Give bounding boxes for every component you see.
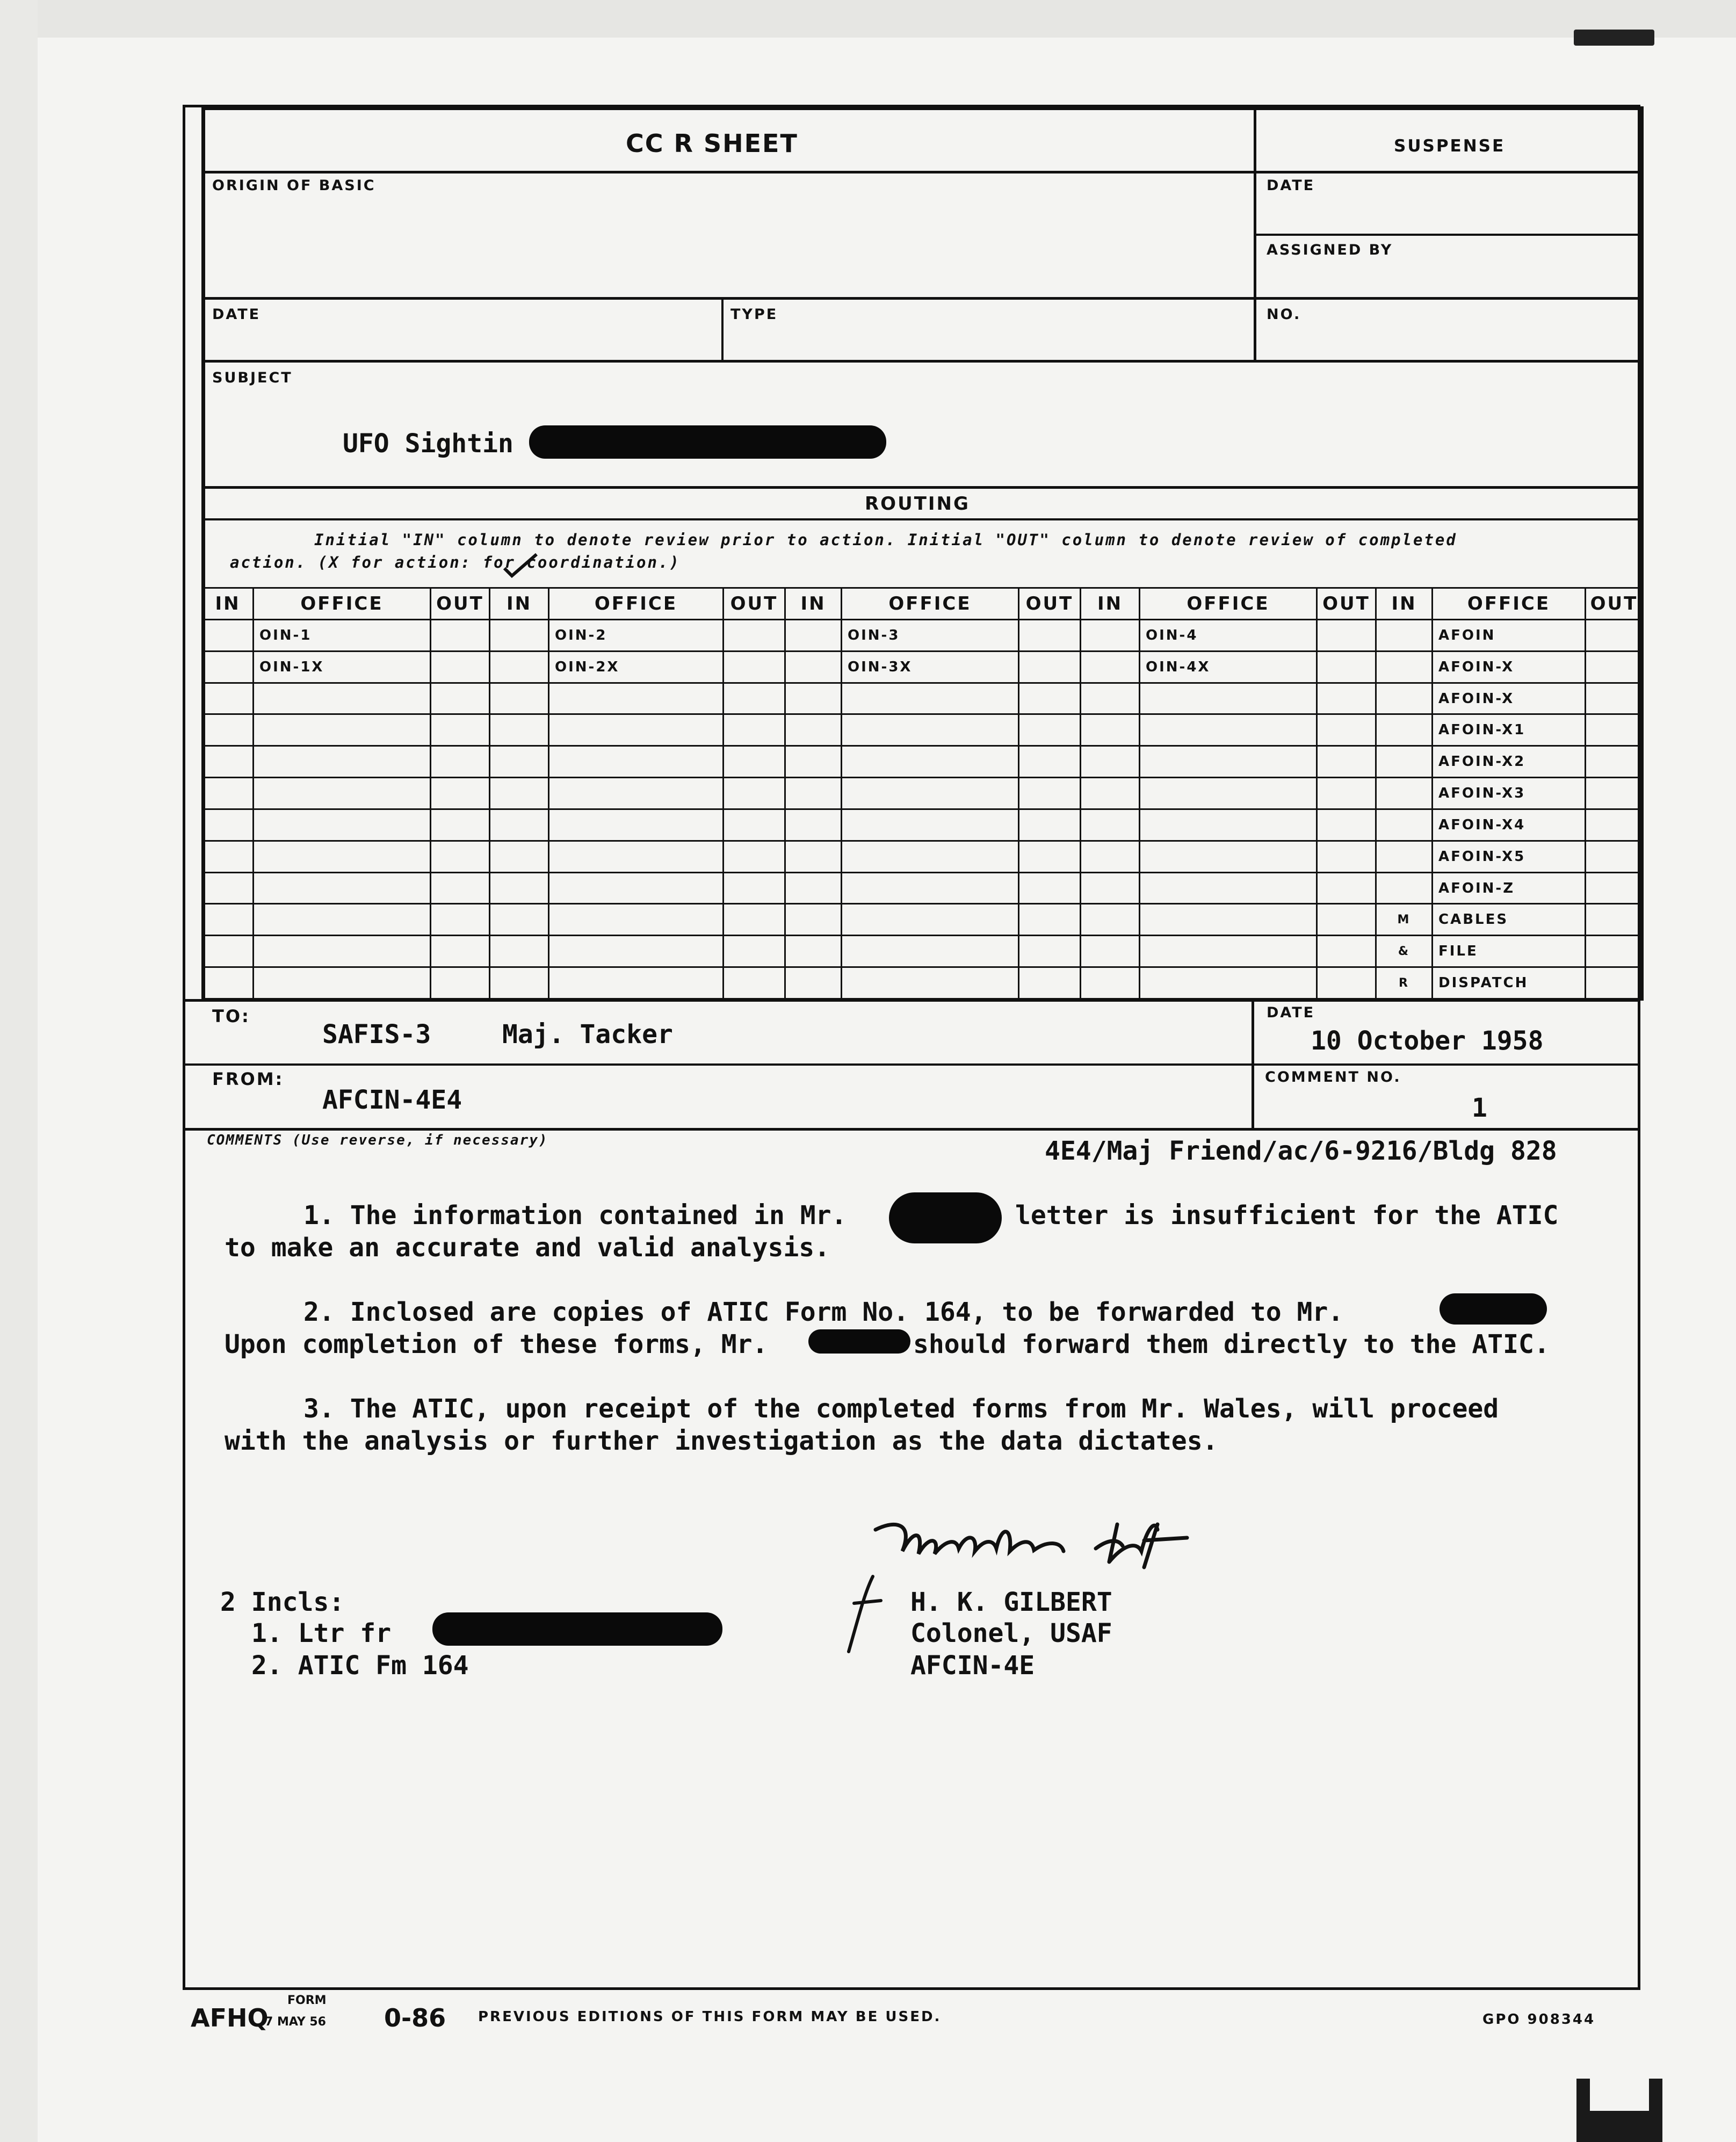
routing-office-cell: OIN-3X [842,651,1019,683]
routing-office-cell: AFOIN-X5 [1433,841,1586,872]
routing-in-cell[interactable] [202,967,254,999]
routing-in-cell[interactable] [490,778,549,809]
routing-in-cell[interactable] [785,841,842,872]
routing-in-cell[interactable] [1081,936,1140,967]
routing-out-cell[interactable] [1019,967,1081,999]
routing-out-cell[interactable] [1317,936,1376,967]
para1-start: 1. The information contained in Mr. [303,1200,847,1231]
routing-office-cell: CABLES [1433,904,1586,936]
routing-out-cell[interactable] [1586,714,1643,746]
routing-out-cell[interactable] [1317,651,1376,683]
routing-out-cell[interactable] [431,904,490,936]
routing-office-cell: AFOIN [1433,620,1586,652]
routing-header: IN [202,588,254,620]
routing-in-cell[interactable] [1376,683,1433,714]
suspense-date-label: DATE [1267,177,1315,194]
para2-end: should forward them directly to the ATIC. [913,1329,1550,1359]
routing-office-cell [254,967,431,999]
routing-out-cell[interactable] [1317,809,1376,841]
routing-header: OFFICE [842,588,1019,620]
routing-out-cell[interactable] [431,714,490,746]
routing-in-cell[interactable] [202,746,254,778]
routing-office-cell [1140,778,1317,809]
routing-out-cell[interactable] [1586,967,1643,999]
routing-in-cell[interactable] [490,936,549,967]
routing-out-cell[interactable] [431,746,490,778]
routing-header: OFFICE [549,588,724,620]
routing-out-cell[interactable] [1586,746,1643,778]
routing-office-cell [254,683,431,714]
redaction [432,1612,722,1646]
routing-office-cell: AFOIN-Z [1433,872,1586,904]
routing-out-cell[interactable] [1586,872,1643,904]
routing-row [202,809,1643,841]
routing-row [202,904,1643,936]
routing-in-cell[interactable] [490,683,549,714]
no-label: NO. [1267,306,1301,323]
routing-out-cell[interactable] [724,683,785,714]
routing-header: OFFICE [1433,588,1586,620]
suspense-label: SUSPENSE [1394,136,1506,156]
routing-in-cell[interactable]: & [1376,936,1433,967]
routing-instructions-2: action. (X for action: for coordination.) [230,553,681,571]
routing-out-cell[interactable] [724,809,785,841]
routing-in-cell[interactable] [202,904,254,936]
routing-office-cell: OIN-3 [842,620,1019,652]
routing-office-cell [1140,841,1317,872]
routing-out-cell[interactable] [431,872,490,904]
routing-out-cell[interactable] [1317,620,1376,652]
routing-table [201,587,1642,1000]
para2-start: 2. Inclosed are copies of ATIC Form No. 164, to be forwarded to Mr. [303,1297,1344,1327]
routing-out-cell[interactable] [1586,841,1643,872]
routing-out-cell[interactable] [1019,936,1081,967]
routing-in-cell[interactable] [202,936,254,967]
routing-out-cell[interactable] [1586,683,1643,714]
redaction [529,425,886,459]
routing-out-cell[interactable] [1317,872,1376,904]
routing-in-cell[interactable]: R [1376,967,1433,999]
to-office: SAFIS-3 [322,1019,431,1050]
routing-office-cell [549,967,724,999]
comment-no-value: 1 [1472,1093,1487,1123]
routing-out-cell[interactable] [1019,904,1081,936]
routing-in-cell[interactable] [490,651,549,683]
form-title: CC R SHEET [626,129,798,158]
routing-office-cell: AFOIN-X [1433,651,1586,683]
routing-header: IN [1081,588,1140,620]
routing-in-cell[interactable] [785,714,842,746]
comment-no-label: COMMENT NO. [1265,1069,1401,1086]
routing-in-cell[interactable] [490,872,549,904]
inclosure-1: 1. Ltr fr [251,1618,392,1648]
routing-in-cell[interactable] [202,872,254,904]
routing-office-cell: OIN-1X [254,651,431,683]
para1-end: letter is insufficient for the ATIC [1015,1200,1559,1231]
routing-office-cell [842,936,1019,967]
routing-row [202,936,1643,967]
routing-row [202,620,1643,652]
routing-out-cell[interactable] [1019,778,1081,809]
routing-office-cell [549,904,724,936]
routing-office-cell: OIN-2X [549,651,724,683]
signature-flourish [843,1571,886,1657]
routing-out-cell[interactable] [724,904,785,936]
routing-in-cell[interactable] [785,683,842,714]
routing-header: IN [490,588,549,620]
routing-out-cell[interactable] [431,651,490,683]
routing-out-cell[interactable] [724,651,785,683]
checkmark-icon [502,552,540,579]
routing-in-cell[interactable] [1081,841,1140,872]
routing-out-cell[interactable] [724,778,785,809]
routing-out-cell[interactable] [1019,809,1081,841]
routing-out-cell[interactable] [1019,651,1081,683]
routing-in-cell[interactable] [1081,651,1140,683]
handwritten-signature [865,1508,1252,1578]
routing-header: OUT [431,588,490,620]
routing-office-cell [254,872,431,904]
routing-out-cell[interactable] [1019,872,1081,904]
routing-in-cell[interactable] [1081,683,1140,714]
routing-out-cell[interactable] [1317,841,1376,872]
routing-in-cell[interactable]: M [1376,904,1433,936]
routing-in-cell[interactable] [202,778,254,809]
routing-in-cell[interactable] [490,714,549,746]
routing-header: OUT [1317,588,1376,620]
routing-out-cell[interactable] [1586,778,1643,809]
routing-out-cell[interactable] [1019,714,1081,746]
routing-office-cell [549,936,724,967]
routing-in-cell[interactable] [490,841,549,872]
routing-in-cell[interactable] [1376,809,1433,841]
routing-in-cell[interactable] [785,904,842,936]
routing-office-cell [1140,714,1317,746]
routing-in-cell[interactable] [1081,714,1140,746]
routing-office-cell [842,809,1019,841]
routing-office-cell [549,809,724,841]
routing-in-cell[interactable] [1376,714,1433,746]
routing-in-cell[interactable] [1081,904,1140,936]
to-date-label: DATE [1267,1004,1315,1021]
routing-header: OUT [1586,588,1643,620]
routing-office-cell [254,904,431,936]
routing-in-cell[interactable] [1081,746,1140,778]
footer-form-word: FORM [287,1994,327,2007]
to-date-value: 10 October 1958 [1311,1026,1544,1056]
routing-out-cell[interactable] [724,620,785,652]
type-label: TYPE [730,306,778,323]
comments-label: COMMENTS (Use reverse, if necessary) [207,1132,548,1148]
routing-out-cell[interactable] [724,936,785,967]
routing-in-cell[interactable] [785,809,842,841]
routing-header: IN [785,588,842,620]
routing-in-cell[interactable] [1081,872,1140,904]
routing-in-cell[interactable] [785,967,842,999]
routing-office-cell: OIN-2 [549,620,724,652]
routing-in-cell[interactable] [202,841,254,872]
routing-office-cell: FILE [1433,936,1586,967]
routing-out-cell[interactable] [1586,620,1643,652]
routing-out-cell[interactable] [1019,746,1081,778]
routing-in-cell[interactable] [1376,872,1433,904]
routing-out-cell[interactable] [1019,683,1081,714]
routing-office-cell [254,746,431,778]
routing-in-cell[interactable] [202,809,254,841]
routing-office-cell: AFOIN-X1 [1433,714,1586,746]
date-label: DATE [212,306,261,323]
routing-office-cell: OIN-4 [1140,620,1317,652]
routing-office-cell [254,778,431,809]
inclosures-heading: 2 Incls: [220,1587,345,1617]
routing-out-cell[interactable] [1317,746,1376,778]
routing-office-cell: AFOIN-X4 [1433,809,1586,841]
routing-out-cell[interactable] [724,872,785,904]
routing-office-cell [842,967,1019,999]
routing-office-cell [1140,967,1317,999]
routing-office-cell [842,872,1019,904]
from-value: AFCIN-4E4 [322,1085,462,1115]
signer-name: H. K. GILBERT [910,1587,1112,1617]
routing-office-cell [1140,872,1317,904]
routing-in-cell[interactable] [202,620,254,652]
routing-office-cell [1140,936,1317,967]
footer-notice: PREVIOUS EDITIONS OF THIS FORM MAY BE USED. [478,2009,942,2025]
routing-office-cell: DISPATCH [1433,967,1586,999]
routing-in-cell[interactable] [1081,620,1140,652]
routing-in-cell[interactable] [202,683,254,714]
footer-form-date: 7 MAY 56 [265,2015,326,2029]
routing-row [202,746,1643,778]
to-label: TO: [212,1006,250,1026]
routing-in-cell[interactable] [202,714,254,746]
routing-in-cell[interactable] [785,872,842,904]
routing-out-cell[interactable] [724,746,785,778]
routing-row [202,778,1643,809]
routing-out-cell[interactable] [431,967,490,999]
routing-out-cell[interactable] [431,809,490,841]
routing-office-cell: OIN-4X [1140,651,1317,683]
reference-line: 4E4/Maj Friend/ac/6-9216/Bldg 828 [1045,1136,1557,1166]
routing-in-cell[interactable] [785,746,842,778]
signer-office: AFCIN-4E [910,1651,1035,1681]
routing-office-cell [1140,904,1317,936]
routing-in-cell[interactable] [785,936,842,967]
routing-office-cell [549,841,724,872]
para3-cont: with the analysis or further investigation as the data dictates. [225,1426,1218,1456]
scan-edge-left [0,0,38,2142]
scan-corner-mark [1574,30,1654,46]
footer-form-number: 0-86 [384,2003,446,2032]
routing-row [202,683,1643,714]
inclosure-2: 2. ATIC Fm 164 [251,1651,469,1681]
routing-office-cell [549,778,724,809]
redaction [889,1192,1002,1243]
routing-office-cell [254,936,431,967]
routing-office-cell [254,714,431,746]
routing-in-cell[interactable] [785,620,842,652]
routing-out-cell[interactable] [1317,904,1376,936]
assigned-by-label: ASSIGNED BY [1267,242,1393,258]
routing-office-cell: AFOIN-X [1433,683,1586,714]
signer-rank: Colonel, USAF [910,1618,1112,1648]
routing-office-cell [842,746,1019,778]
routing-out-cell[interactable] [1586,904,1643,936]
routing-header: OUT [724,588,785,620]
routing-in-cell[interactable] [490,809,549,841]
routing-office-cell [254,841,431,872]
routing-out-cell[interactable] [1317,778,1376,809]
routing-row [202,872,1643,904]
routing-office-cell [549,872,724,904]
routing-office-cell [1140,746,1317,778]
routing-out-cell[interactable] [431,683,490,714]
routing-in-cell[interactable] [490,904,549,936]
routing-office-cell: AFOIN-X3 [1433,778,1586,809]
para2-cont: Upon completion of these forms, Mr. [225,1329,768,1359]
routing-office-cell: OIN-1 [254,620,431,652]
footer-gpo: GPO 908344 [1482,2011,1596,2028]
routing-office-cell [549,714,724,746]
routing-header: OUT [1019,588,1081,620]
routing-out-cell[interactable] [1317,967,1376,999]
scan-edge-top [0,0,1736,38]
routing-office-cell [842,714,1019,746]
routing-header: IN [1376,588,1433,620]
routing-office-cell: AFOIN-X2 [1433,746,1586,778]
routing-out-cell[interactable] [1586,809,1643,841]
routing-in-cell[interactable] [490,620,549,652]
routing-header: OFFICE [254,588,431,620]
routing-out-cell[interactable] [431,778,490,809]
footer-agency: AFHQ [191,2003,269,2032]
routing-out-cell[interactable] [1317,714,1376,746]
para1-cont: to make an accurate and valid analysis. [225,1233,830,1263]
redaction [808,1329,910,1354]
routing-in-cell[interactable] [1376,778,1433,809]
routing-office-cell [842,683,1019,714]
routing-office-cell [842,841,1019,872]
to-person: Maj. Tacker [502,1019,673,1050]
from-label: FROM: [212,1069,284,1089]
routing-in-cell[interactable] [202,651,254,683]
subject-value: UFO Sightin [343,429,513,459]
routing-office-cell [1140,683,1317,714]
origin-of-basic-label: ORIGIN OF BASIC [212,177,376,194]
routing-out-cell[interactable] [1019,841,1081,872]
routing-in-cell[interactable] [490,746,549,778]
routing-row [202,651,1643,683]
routing-out-cell[interactable] [1317,683,1376,714]
rule [201,106,1643,110]
routing-row [202,967,1643,999]
routing-office-cell [549,683,724,714]
redaction [1440,1293,1547,1325]
routing-title: ROUTING [865,493,970,515]
routing-out-cell[interactable] [1586,936,1643,967]
routing-office-cell [1140,809,1317,841]
routing-out-cell[interactable] [431,841,490,872]
routing-out-cell[interactable] [724,967,785,999]
routing-in-cell[interactable] [1081,778,1140,809]
routing-in-cell[interactable] [785,651,842,683]
routing-in-cell[interactable] [1081,967,1140,999]
para3: 3. The ATIC, upon receipt of the completed forms from Mr. Wales, will proceed [303,1394,1499,1424]
routing-in-cell[interactable] [1376,651,1433,683]
routing-office-cell [842,778,1019,809]
routing-out-cell[interactable] [724,714,785,746]
routing-out-cell[interactable] [431,936,490,967]
routing-in-cell[interactable] [1376,746,1433,778]
routing-office-cell [549,746,724,778]
routing-in-cell[interactable] [490,967,549,999]
routing-out-cell[interactable] [431,620,490,652]
routing-out-cell[interactable] [724,841,785,872]
routing-in-cell[interactable] [1376,841,1433,872]
routing-instructions-1: Initial "IN" column to denote review prior to action. Initial "OUT" column to denote review of completed [314,531,1457,549]
routing-out-cell[interactable] [1019,620,1081,652]
routing-in-cell[interactable] [1376,620,1433,652]
routing-in-cell[interactable] [1081,809,1140,841]
routing-office-cell [254,809,431,841]
routing-row [202,714,1643,746]
routing-office-cell [842,904,1019,936]
subject-label: SUBJECT [212,370,293,386]
routing-row [202,841,1643,872]
routing-in-cell[interactable] [785,778,842,809]
routing-out-cell[interactable] [1586,651,1643,683]
routing-header: OFFICE [1140,588,1317,620]
